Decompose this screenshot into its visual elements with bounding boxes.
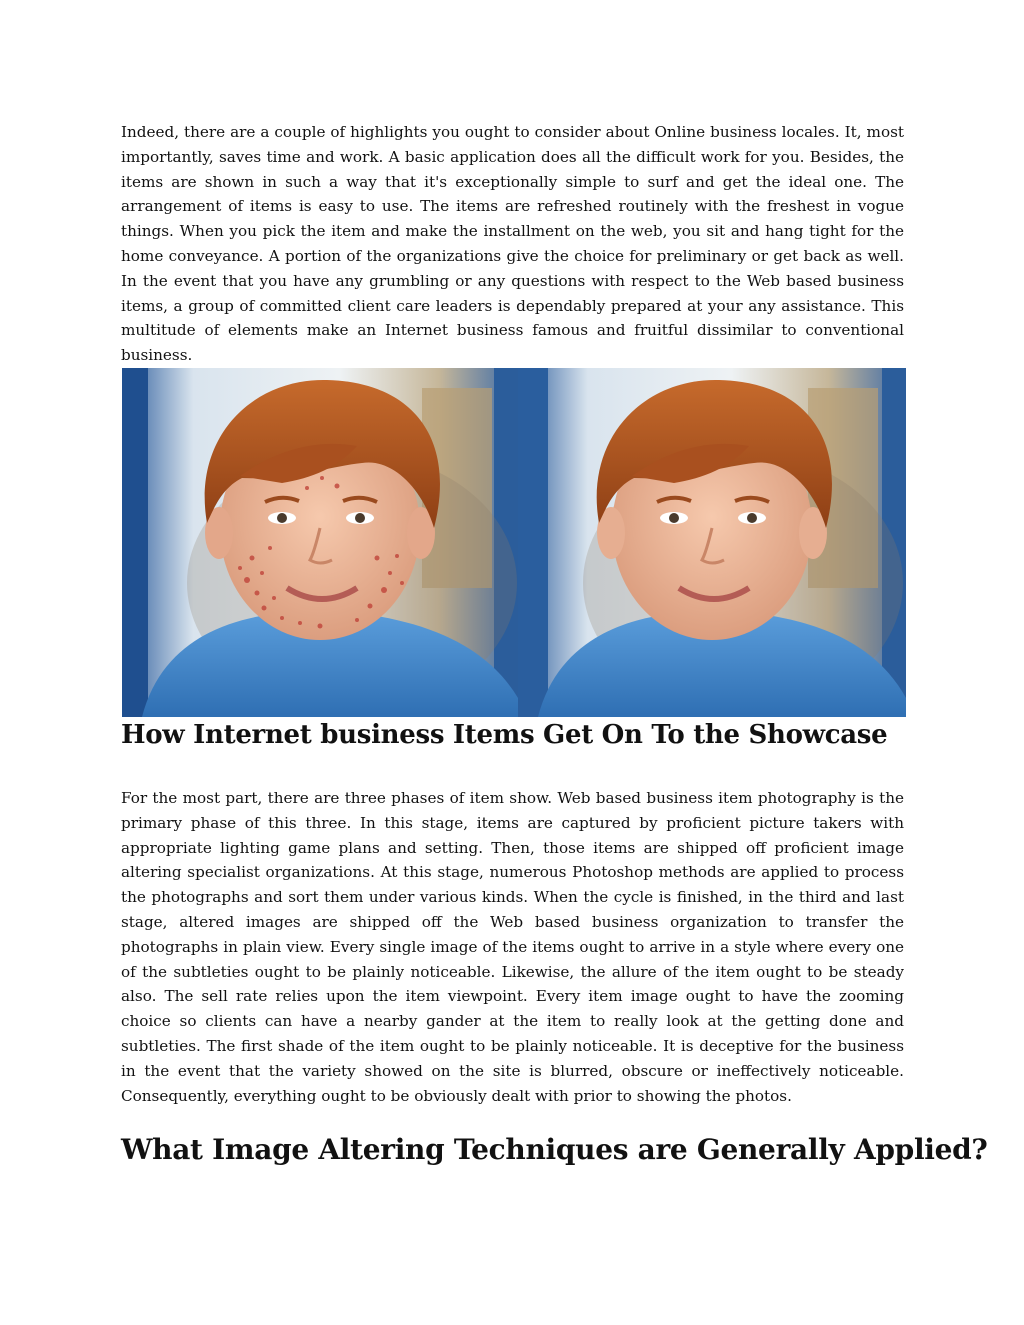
- before-photo-panel: [122, 368, 518, 717]
- section-heading-techniques: What Image Altering Techniques are Generally Applied?: [121, 1133, 988, 1166]
- section-heading-showcase: How Internet business Items Get On To the Showcase: [121, 720, 888, 750]
- before-after-retouch-photo: [122, 368, 906, 717]
- after-photo-panel: [518, 368, 906, 717]
- showcase-paragraph: For the most part, there are three phases of item show. Web based business item photography is the primary phase of this three. In this stage, items are captured by proficient picture takers with appropriate lighting game plans and setting. Then, those items are shipped off proficient image altering specialist organizations. At this stage, numerous Photoshop methods are applied to process the photographs and sort them under various kinds. When the cycle is finished, in the third and last stage, altered images are shipped off the Web based business organization to transfer the photographs in plain view. Every single image of the items ought to arrive in a style where every one of the subtleties ought to be plainly noticeable. Likewise, the allure of the item ought to be steady also. The sell rate relies upon the item viewpoint. Every item image ought to have the zooming choice so clients can have a nearby gander at the item to really look at the getting done and subtleties. The first shade of the item ought to be plainly noticeable. It is deceptive for the business in the event that the variety showed on the site is blurred, obscure or ineffectively noticeable. Consequently, everything ought to be obviously dealt with prior to showing the photos.: [121, 789, 904, 1105]
- intro-paragraph: Indeed, there are a couple of highlights you ought to consider about Online business locales. It, most importantly, saves time and work. A basic application does all the difficult work for you. Besides, the items are shown in such a way that it's exceptionally simple to surf and get the ideal one. The arrangement of items is easy to use. The items are refreshed routinely with the freshest in vogue things. When you pick the item and make the installment on the web, you sit and hang tight for the home conveyance. A portion of the organizations give the choice for preliminary or get back as well. In the event that you have any grumbling or any questions with respect to the Web based business items, a group of committed client care leaders is dependably prepared at your any assistance. This multitude of elements make an Internet business famous and fruitful dissimilar to conventional business.: [121, 123, 904, 365]
